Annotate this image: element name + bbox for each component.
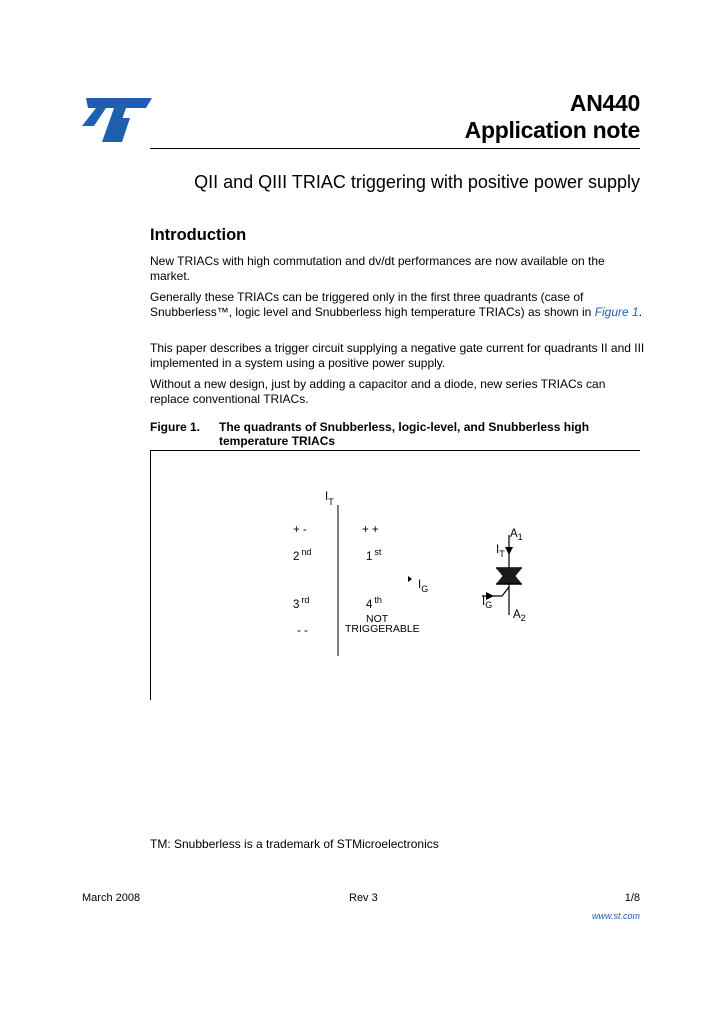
figure-caption: The quadrants of Snubberless, logic-level, and Snubberless high temperature TRIACs	[219, 420, 590, 448]
triac-it-label: $I_T$	[496, 544, 505, 559]
paragraph-2	[150, 290, 645, 320]
footer-revision: Rev 3	[349, 892, 378, 904]
q1-label: 1 $^{st}$	[366, 547, 382, 563]
footer-date: March 2008	[82, 892, 141, 904]
paragraph-3: This paper describes a trigger circuit supplying a negative gate current for quadrants II and III implemented in a system using a positive power supply.	[150, 341, 645, 370]
footer-page-number: 1/8	[624, 892, 640, 904]
doc-id: AN440	[569, 90, 640, 116]
paragraph-2-text: Generally these TRIACs can be triggered only in the first three quadrants (case of Snubberless™, logic level and Snubberless high temperature TRIACs) as shown in	[150, 290, 595, 319]
paragraph-4: Without a new design, just by adding a capacitor and a diode, new series TRIACs can replace conventional TRIACs.	[150, 377, 606, 406]
figure-label: Figure 1.	[150, 420, 201, 434]
footer-url-link[interactable]: www.st.com	[591, 911, 640, 921]
figure-quadrant-diagram	[150, 450, 640, 700]
q4-label: 4 $^{th}$	[366, 595, 382, 611]
doc-type: Application note	[464, 117, 640, 143]
doc-title: QII and QIII TRIAC triggering with positive power supply	[194, 172, 640, 192]
figure-1-link[interactable]: Figure 1	[594, 305, 639, 319]
q2-label: 2 $^{nd}$	[293, 547, 312, 563]
triac-a2-label: $A_2$	[513, 609, 526, 623]
it-axis-label: $I_T$	[325, 491, 334, 507]
q3-label: 3 $^{rd}$	[293, 595, 310, 611]
ig-axis-label: $I_G$	[418, 579, 429, 594]
paragraph-2-end: .	[638, 305, 643, 319]
st-logo	[80, 96, 156, 144]
triac-a1-label: $A_1$	[510, 528, 523, 542]
ig-axis-arrow-icon	[408, 576, 412, 582]
q3-signs: - -	[297, 625, 308, 637]
q1-signs: + +	[362, 524, 379, 536]
section-heading-introduction: Introduction	[150, 226, 247, 244]
header-divider	[150, 148, 640, 149]
paragraph-1: New TRIACs with high commutation and dv/dt performances are now available on the market.	[150, 254, 605, 283]
triac-ig-label: $I_G$	[482, 596, 493, 610]
q2-signs: + -	[293, 524, 307, 536]
trademark-note: TM: Snubberless is a trademark of STMicroelectronics	[150, 837, 439, 851]
q4-not-triggerable: TRIGGERABLE	[345, 623, 420, 635]
q4-not: NOT	[366, 613, 389, 625]
